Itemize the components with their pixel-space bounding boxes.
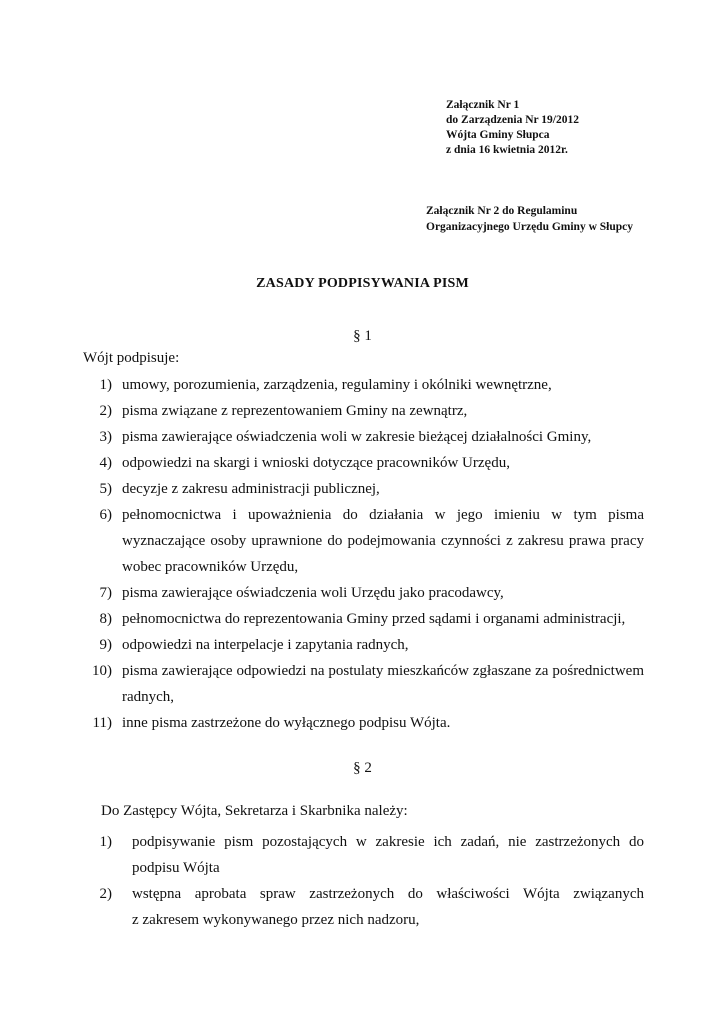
section-1-intro: Wójt podpisuje:	[83, 350, 180, 366]
item-text: inne pisma zastrzeżone do wyłącznego podpisu Wójta.	[122, 715, 451, 731]
section-2-intro: Do Zastępcy Wójta, Sekretarza i Skarbnika należy:	[101, 803, 408, 819]
attachment-1-line: do Zarządzenia Nr 19/2012	[446, 114, 579, 126]
attachment-1-line: Załącznik Nr 1	[446, 99, 520, 111]
item-number: 2)	[99, 403, 112, 419]
item-text: odpowiedzi na interpelacje i zapytania radnych,	[122, 637, 409, 653]
attachment-1-line: z dnia 16 kwietnia 2012r.	[446, 144, 568, 156]
item-number: 6)	[99, 507, 112, 523]
item-text: wobec pracowników Urzędu,	[122, 559, 299, 575]
item-number: 2)	[99, 886, 112, 902]
item-text: decyzje z zakresu administracji publicznej,	[122, 481, 380, 497]
item-text: umowy, porozumienia, zarządzenia, regulaminy i okólniki wewnętrzne,	[122, 377, 552, 393]
item-text: pisma związane z reprezentowaniem Gminy na zewnątrz,	[122, 403, 468, 419]
item-number: 10)	[92, 663, 112, 679]
item-text: odpowiedzi na skargi i wnioski dotyczące pracowników Urzędu,	[122, 455, 510, 471]
item-text: pisma zawierające oświadczenia woli Urzędu jako pracodawcy,	[122, 585, 504, 601]
item-number: 3)	[99, 429, 112, 445]
item-text: pisma zawierające oświadczenia woli w zakresie bieżącej działalności Gminy,	[122, 429, 592, 445]
item-text: pełnomocnictwa i upoważnienia do działania w jego imieniu w tym pisma	[122, 507, 644, 523]
item-number: 1)	[99, 834, 112, 850]
attachment-1-header	[446, 98, 579, 158]
item-text: pisma zawierające odpowiedzi na postulaty mieszkańców zgłaszane za pośrednictwem	[122, 663, 644, 679]
item-number: 11)	[92, 715, 112, 731]
section-1-heading: § 1	[353, 328, 372, 344]
attachment-1-line: Wójta Gminy Słupca	[446, 129, 550, 141]
attachment-2-line: Organizacyjnego Urzędu Gminy w Słupcy	[426, 221, 633, 233]
item-text: z zakresem wykonywanego przez nich nadzoru,	[132, 912, 420, 928]
item-text: wstępna aprobata spraw zastrzeżonych do właściwości Wójta związanych	[132, 886, 644, 902]
item-number: 9)	[99, 637, 112, 653]
item-text: podpisu Wójta	[132, 860, 220, 876]
document-title: ZASADY PODPISYWANIA PISM	[256, 276, 469, 291]
item-number: 1)	[99, 377, 112, 393]
item-text: wyznaczające osoby uprawnione do podejmowania czynności z zakresu prawa pracy	[122, 533, 644, 549]
item-text: radnych,	[122, 689, 175, 705]
item-number: 8)	[99, 611, 112, 627]
section-2-heading: § 2	[353, 760, 372, 776]
item-number: 5)	[99, 481, 112, 497]
item-text: podpisywanie pism pozostających w zakresie ich zadań, nie zastrzeżonych do	[132, 834, 644, 850]
item-text: pełnomocnictwa do reprezentowania Gminy przed sądami i organami administracji,	[122, 611, 626, 627]
attachment-2-line: Załącznik Nr 2 do Regulaminu	[426, 205, 578, 217]
item-number: 7)	[99, 585, 112, 601]
attachment-2-header	[426, 203, 633, 235]
item-number: 4)	[99, 455, 112, 471]
